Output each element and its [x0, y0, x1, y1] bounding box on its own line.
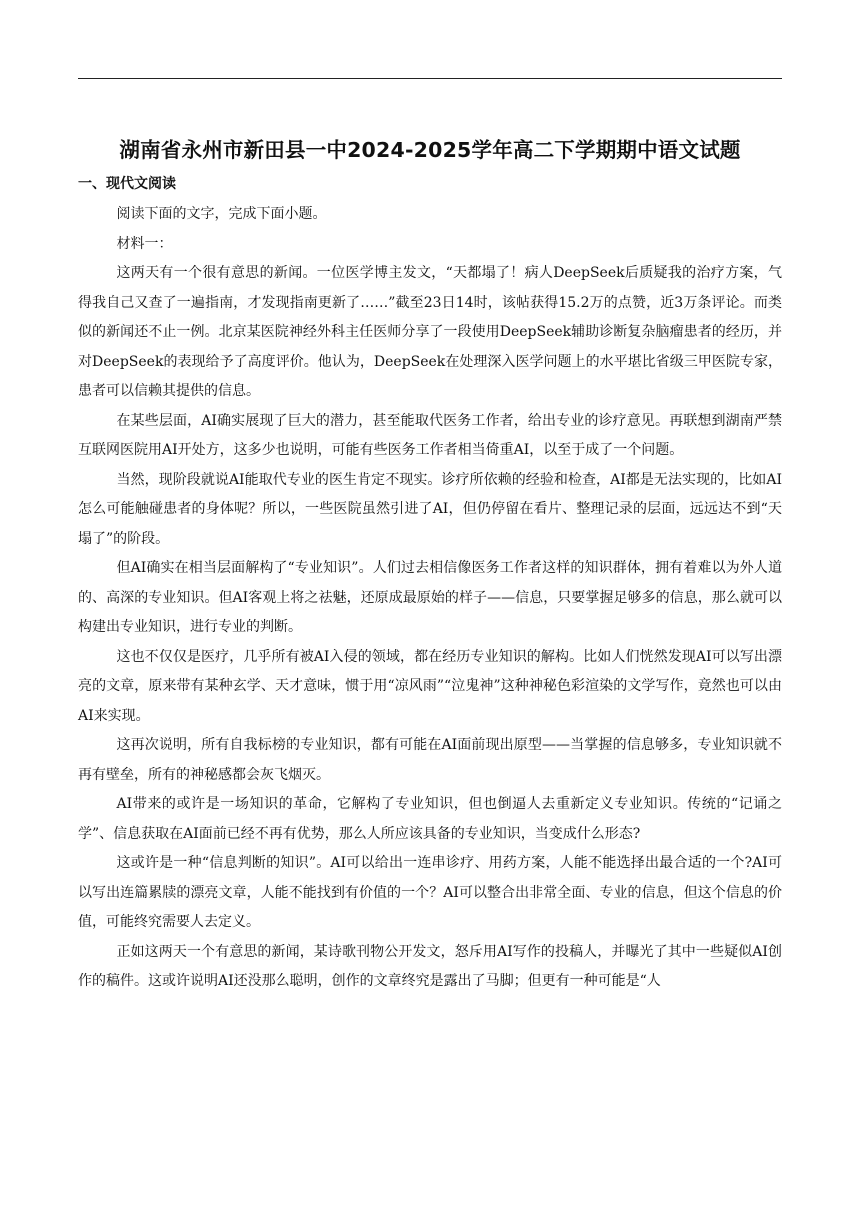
body-paragraph: 正如这两天一个有意思的新闻，某诗歌刊物公开发文，怒斥用AI写作的投稿人，并曝光了其中一些疑似AI创作的稿件。这或许说明AI还没那么聪明，创作的文章终究是露出了马脚；但更有一种可能是“人 [78, 943, 782, 989]
body-paragraph: 但AI确实在相当层面解构了“专业知识”。人们过去相信像医务工作者这样的知识群体，拥有着难以为外人道的、高深的专业知识。但AI客观上将之祛魅，还原成最原始的样子——信息，只要掌握足够多的信息，那么就可以构建出专业知识，进行专业的判断。 [78, 560, 782, 635]
body-paragraph: AI带来的或许是一场知识的革命，它解构了专业知识，但也倒逼人去重新定义专业知识。传统的“记诵之学”、信息获取在AI面前已经不再有优势，那么人所应该具备的专业知识，当变成什么形态? [78, 796, 782, 842]
section-heading: 一、现代文阅读 [78, 176, 176, 192]
body-paragraph: 这两天有一个很有意思的新闻。一位医学博主发文，“天都塌了！病人DeepSeek后质疑我的治疗方案，气得我自己又查了一遍指南，才发现指南更新了……”截至23日14时，该帖获得15.2万的点赞，近3万条评论。而类似的新闻还不止一例。北京某医院神经外科主任医师分享了一段使用DeepSeek辅助诊断复杂脑瘤患者的经历，并对DeepSeek的表现给予了高度评价。他认为，DeepSeek在处理深入医学问题上的水平堪比省级三甲医院专家，患者可以信赖其提供的信息。 [78, 265, 782, 399]
body-paragraph: 当然，现阶段就说AI能取代专业的医生肯定不现实。诊疗所依赖的经验和检查，AI都是无法实现的，比如AI怎么可能触碰患者的身体呢？所以，一些医院虽然引进了AI，但仍停留在看片、整理记录的层面，远远达不到“天塌了”的阶段。 [78, 471, 782, 547]
document-body [78, 200, 782, 997]
material-label: 材料一： [116, 235, 173, 252]
instruction-paragraph: 阅读下面的文字，完成下面小题。 [116, 206, 327, 222]
body-paragraph: 这再次说明，所有自我标榜的专业知识，都有可能在AI面前现出原型——当掌握的信息够多，专业知识就不再有壁垒，所有的神秘感都会灰飞烟灭。 [78, 737, 782, 783]
header-rule [78, 78, 782, 79]
body-paragraph: 这或许是一种“信息判断的知识”。AI可以给出一连串诊疗、用药方案，人能不能选择出最合适的一个?AI可以写出连篇累牍的漂亮文章，人能不能找到有价值的一个？AI可以整合出非常全面、专业的信息，但这个信息的价值，可能终究需要人去定义。 [78, 855, 782, 930]
body-paragraph: 在某些层面，AI确实展现了巨大的潜力，甚至能取代医务工作者，给出专业的诊疗意见。再联想到湖南严禁互联网医院用AI开处方，这多少也说明，可能有些医务工作者相当倚重AI，以至于成了一个问题。 [78, 412, 782, 458]
page-title: 湖南省永州市新田县一中2024-2025学年高二下学期期中语文试题 [119, 138, 741, 162]
body-paragraph: 这也不仅仅是医疗，几乎所有被AI入侵的领域，都在经历专业知识的解构。比如人们恍然发现AI可以写出漂亮的文章，原来带有某种玄学、天才意味，惯于用“凉风雨”“泣鬼神”这种神秘色彩渲染的文学写作，竟然也可以由AI来实现。 [78, 648, 782, 724]
